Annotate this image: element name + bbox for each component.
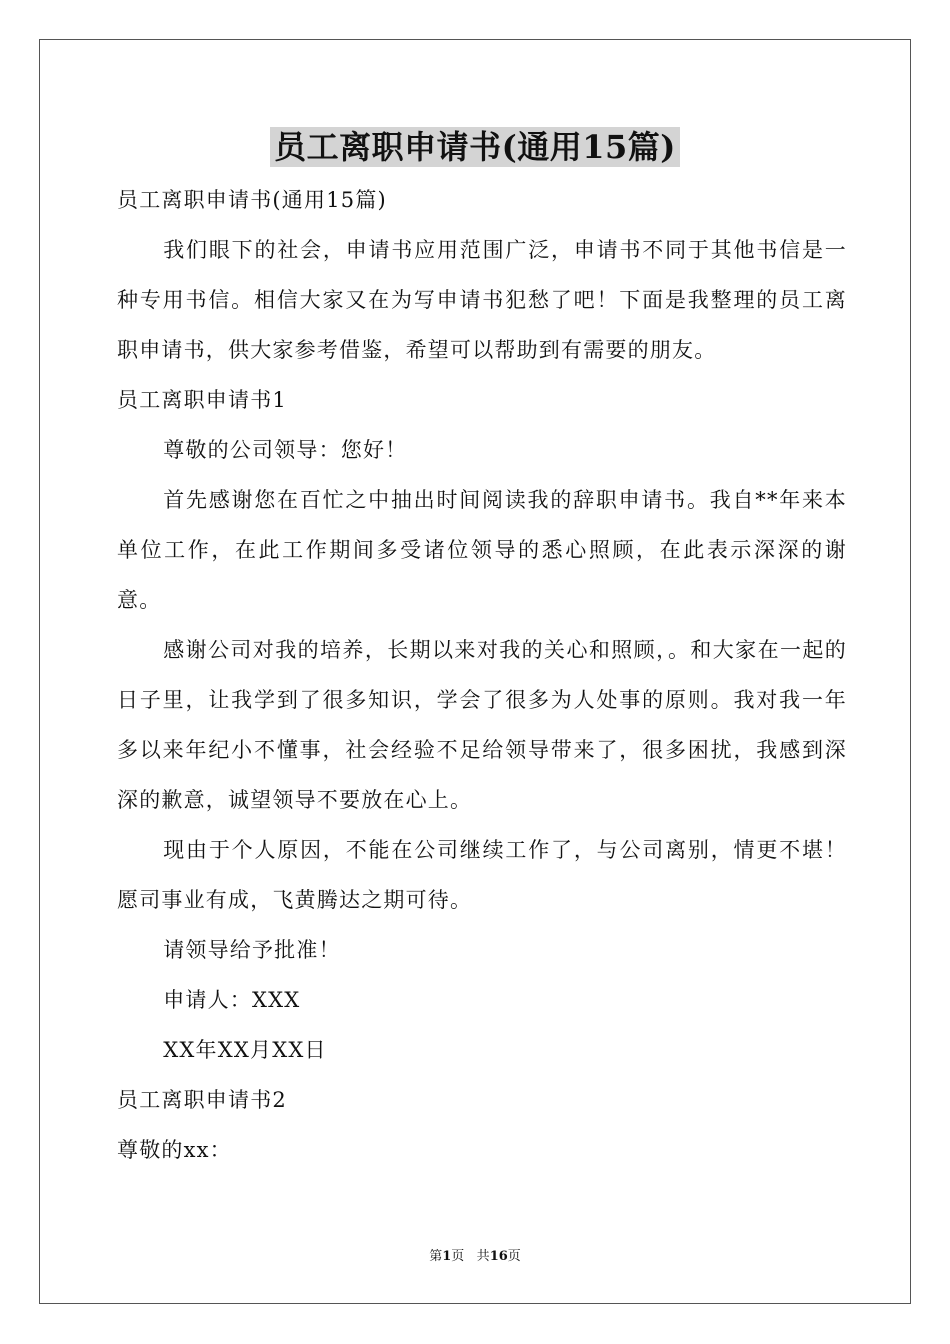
- paragraph-reason: 现由于个人原因，不能在公司继续工作了，与公司离别，情更不堪！愿司事业有成，飞黄腾达之期可待。: [117, 838, 847, 912]
- paragraph-gratitude: 感谢公司对我的培养，长期以来对我的关心和照顾，。和大家在一起的日子里，让我学到了很多知识，学会了很多为人处事的原则。我对我一年多以来年纪小不懂事，社会经验不足给领导带来了，很多困扰，我感到深深的歉意，诚望领导不要放在心上。: [117, 638, 847, 812]
- section-heading-2: 员工离职申请书2: [117, 1088, 287, 1112]
- section-heading-1: 员工离职申请书1: [117, 388, 287, 412]
- document-title: 员工离职申请书(通用15篇): [270, 127, 680, 167]
- footer-page-suffix: 页: [451, 1249, 465, 1264]
- paragraph-applicant: 申请人：XXX: [163, 988, 301, 1012]
- paragraph-date: XX年XX月XX日: [163, 1038, 327, 1062]
- footer-page-prefix: 第: [429, 1249, 443, 1264]
- paragraph-thanks: 首先感谢您在百忙之中抽出时间阅读我的辞职申请书。我自**年来本单位工作，在此工作期间多受诸位领导的悉心照顾，在此表示深深的谢意。: [117, 488, 847, 612]
- footer-total-suffix: 页: [507, 1249, 521, 1264]
- footer-total-prefix: 共: [476, 1249, 490, 1264]
- footer-page-number: 1: [442, 1249, 452, 1264]
- paragraph-intro: 我们眼下的社会，申请书应用范围广泛，申请书不同于其他书信是一种专用书信。相信大家又在为写申请书犯愁了吧！下面是我整理的员工离职申请书，供大家参考借鉴，希望可以帮助到有需要的朋友。: [117, 238, 847, 362]
- paragraph-request: 请领导给予批准！: [163, 938, 341, 962]
- paragraph-salutation: 尊敬的公司领导：您好！: [163, 438, 408, 462]
- title-container: [0, 127, 950, 167]
- paragraph-salutation-2: 尊敬的xx：: [117, 1138, 232, 1162]
- page-footer: [0, 1248, 950, 1266]
- document-body: [117, 175, 847, 1175]
- paragraph-subtitle: 员工离职申请书(通用15篇): [117, 188, 387, 212]
- footer-total-pages: 16: [489, 1249, 508, 1264]
